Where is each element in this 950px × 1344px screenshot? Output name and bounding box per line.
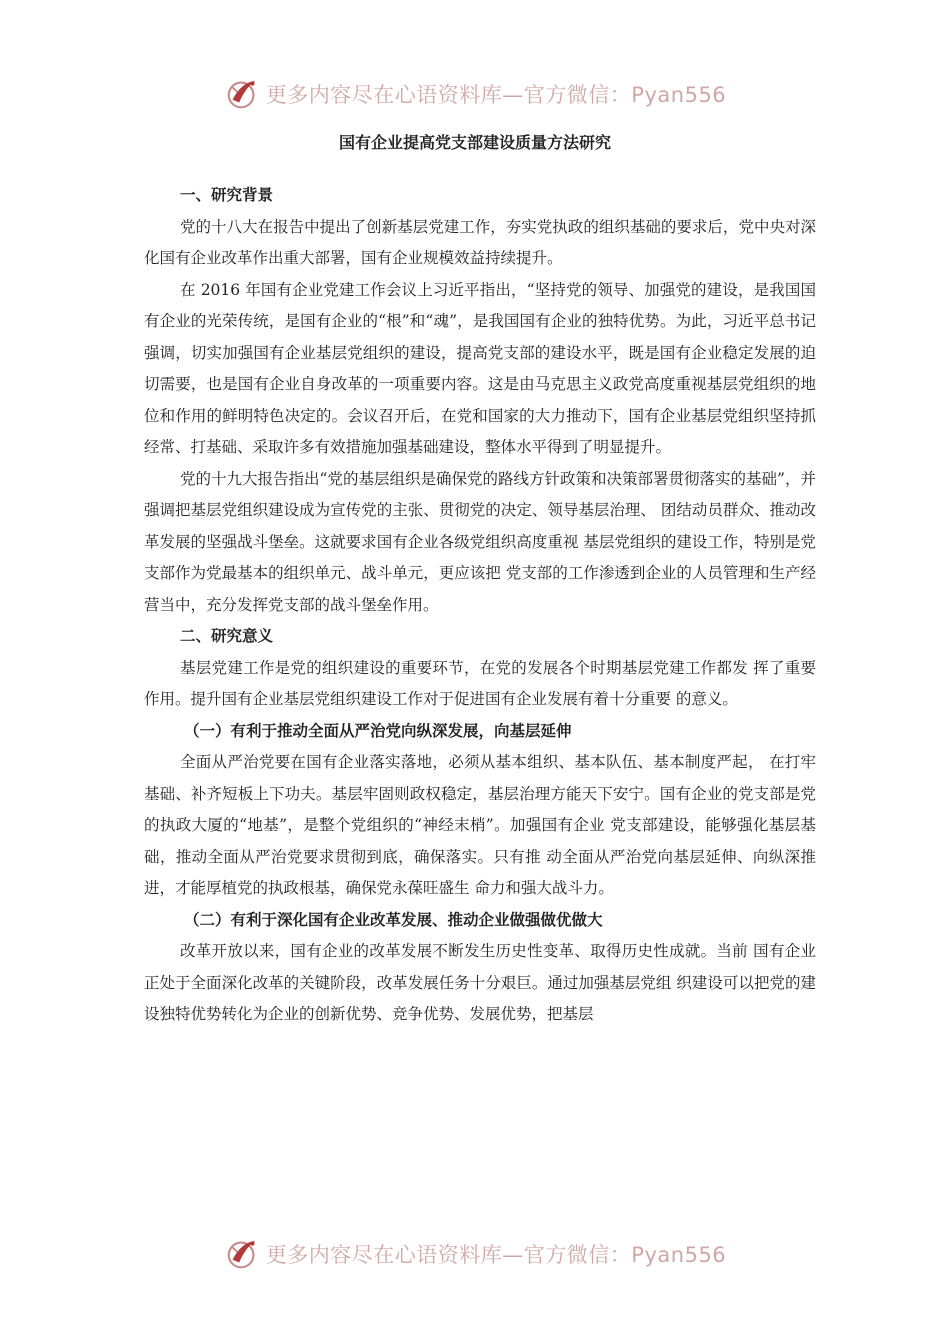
subsection-heading-1: （一）有利于推动全面从严治党向纵深发展，向基层延伸: [184, 721, 572, 740]
header-banner-text: 更多内容尽在心语资料库—官方微信：Pyan556: [265, 83, 727, 107]
section-heading-significance: 二、研究意义: [180, 627, 274, 645]
section-heading-background: 一、研究背景: [180, 186, 274, 204]
footer-banner-text: 更多内容尽在心语资料库—官方微信：Pyan556: [265, 1243, 727, 1267]
paragraph-3: 党的十九大报告指出“党的基层组织是确保党的路线方针政策和决策部署贯彻落实的基础”，并强调把基层党组织建设成为宣传党的主张、贯彻党的决定、领导基层治理、 团结动员群众、推动改革发展的坚强战斗堡垒。这就要求国有企业各级党组织高度重视 基层党组织的建设工作，特别是党支部作为党最基本的组织单元、战斗单元，更应该把 党支部的工作渗透到企业的人员管理和生产经营当中，充分发挥党支部的战斗堡垒作用。: [144, 469, 816, 614]
paragraph-4: 基层党建工作是党的组织建设的重要环节，在党的发展各个时期基层党建工作都发 挥了重要作用。提升国有企业基层党组织建设工作对于促进国有企业发展有着十分重要 的意义。: [144, 658, 816, 708]
footer-banner: [0, 1232, 950, 1276]
paragraph-1: 党的十八大在报告中提出了创新基层党建工作，夯实党执政的组织基础的要求后，党中央对深化国有企业改革作出重大部署，国有企业规模效益持续提升。: [144, 217, 816, 267]
subsection-heading-2: （二）有利于深化国有企业改革发展、推动企业做强做优做大: [184, 910, 603, 929]
document-body: [144, 180, 816, 1031]
paragraph-5: 全面从严治党要在国有企业落实落地，必须从基本组织、基本队伍、基本制度严起， 在打牢基础、补齐短板上下功夫。基层牢固则政权稳定，基层治理方能天下安宁。国有企业的党支部是党的执政大厦的“地基”，是整个党组织的“神经末梢”。加强国有企业 党支部建设，能够强化基层基础，推动全面从严治党要求贯彻到底，确保落实。只有推 动全面从严治党向基层延伸、向纵深推进，才能厚植党的执政根基，确保党永葆旺盛生 命力和强大战斗力。: [144, 753, 816, 897]
header-banner: [0, 72, 950, 116]
document-title: 国有企业提高党支部建设质量方法研究: [338, 133, 611, 152]
paragraph-2: 在 2016 年国有企业党建工作会议上习近平指出，“坚持党的领导、加强党的建设，是我国国有企业的光荣传统，是国有企业的“根”和“魂”，是我国国有企业的独特优势。为此，习近平总书记强调，切实加强国有企业基层党组织的建设，提高党支部的建设水平，既是国有企业稳定发展的迫切需要，也是国有企业自身改革的一项重要内容。这是由马克思主义政党高度重视基层党组织的地位和作用的鲜明特色决定的。会议召开后，在党和国家的大力推动下，国有企业基层党组织坚持抓经常、打基础、采取许多有效措施加强基础建设，整体水平得到了明显提升。: [144, 280, 816, 456]
logo-icon: [224, 1235, 262, 1273]
paragraph-6: 改革开放以来，国有企业的改革发展不断发生历史性变革、取得历史性成就。当前 国有企业正处于全面深化改革的关键阶段，改革发展任务十分艰巨。通过加强基层党组 织建设可以把党的建设独特优势转化为企业的创新优势、竞争优势、发展优势，把基层: [144, 942, 816, 1023]
logo-icon: [224, 75, 262, 113]
